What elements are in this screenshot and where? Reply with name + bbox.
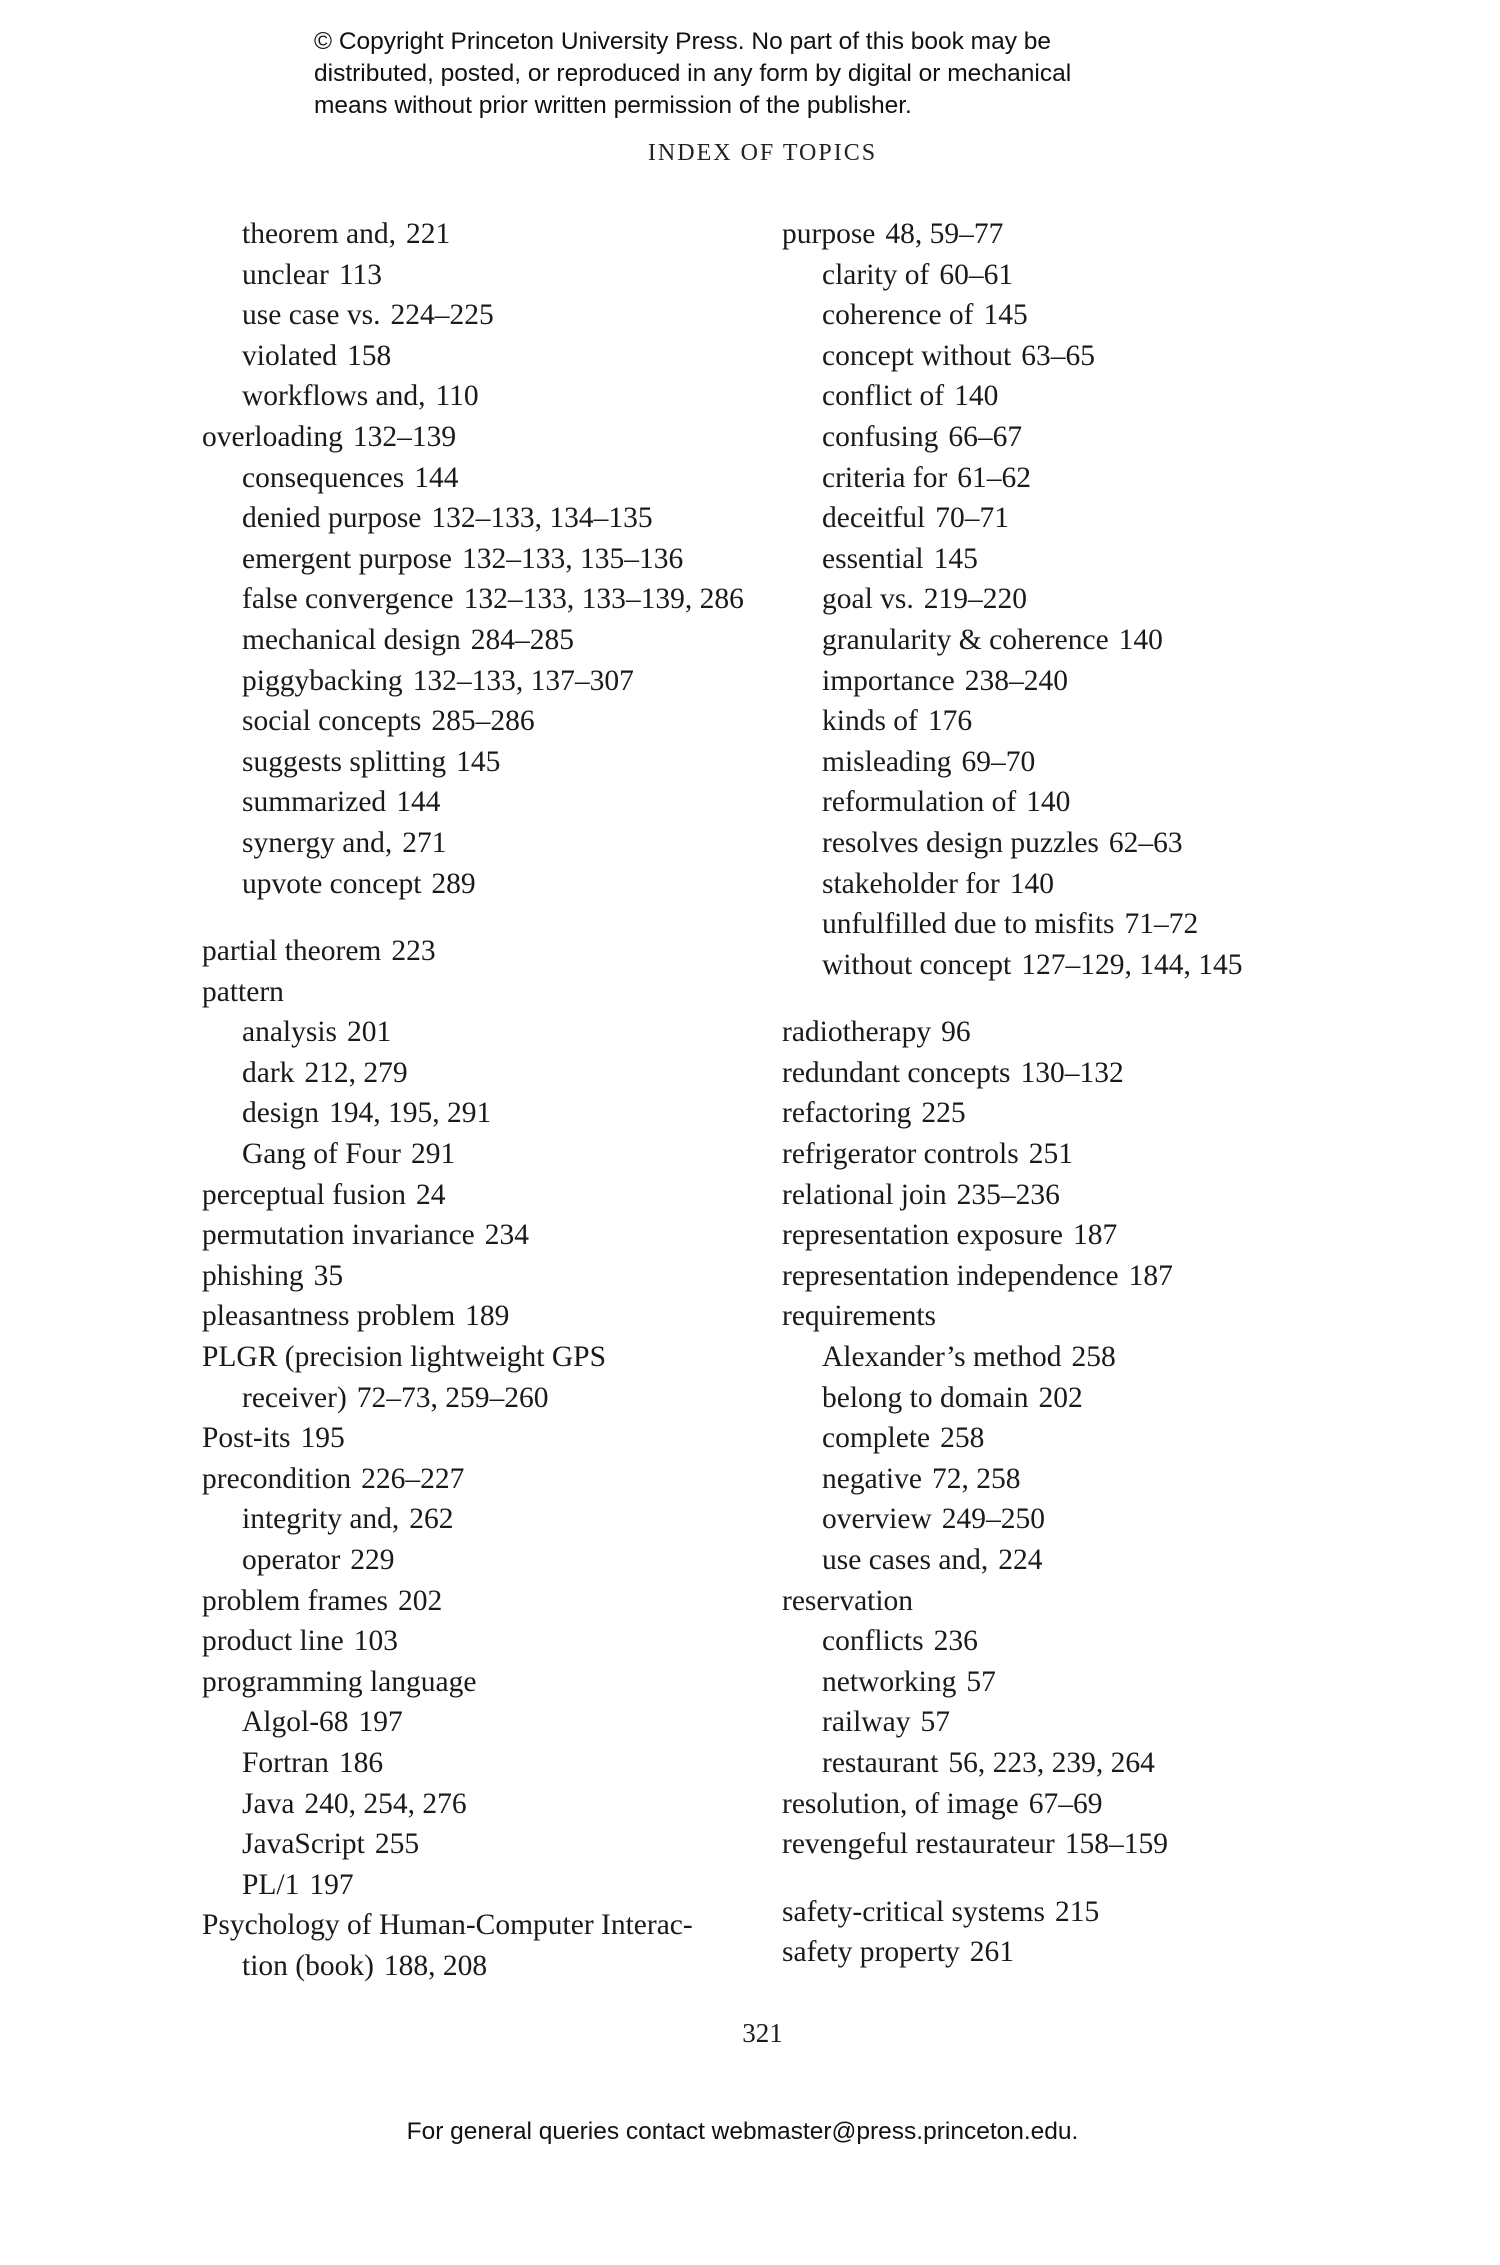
index-entry: [782, 782, 1342, 823]
index-pages: 69–70: [961, 745, 1036, 778]
index-term: deceitful: [822, 502, 926, 535]
index-term: violated: [242, 339, 338, 372]
index-term: railway: [822, 1706, 911, 1739]
index-pages: 140: [954, 380, 999, 413]
index-pages: 67–69: [1028, 1787, 1103, 1820]
index-pages: 219–220: [923, 583, 1028, 616]
index-entry: [202, 1337, 762, 1378]
index-pages: 223: [391, 935, 436, 968]
index-entry: [782, 1215, 1342, 1256]
index-term: design: [242, 1097, 320, 1130]
index-pages: 186: [338, 1746, 384, 1779]
index-pages: 225: [921, 1097, 966, 1130]
footer-contact: For general queries contact webmaster@press.princeton.edu.: [406, 2118, 1079, 2145]
index-entry: [782, 214, 1342, 255]
index-pages: 72, 258: [931, 1462, 1021, 1495]
index-term: theorem and,: [242, 218, 396, 250]
index-term: integrity and,: [242, 1503, 400, 1536]
index-term: purpose: [782, 218, 876, 250]
index-term: denied purpose: [242, 502, 422, 535]
index-term: safety property: [782, 1936, 960, 1969]
index-entry: [782, 579, 1342, 620]
index-term: Algol-68: [242, 1706, 349, 1739]
index-pages: 188, 208: [383, 1949, 488, 1982]
index-term: refrigerator controls: [782, 1138, 1019, 1171]
index-entry: [202, 1378, 762, 1419]
index-pages: 285–286: [431, 705, 535, 738]
index-pages: 194, 195, 291: [329, 1097, 492, 1130]
index-entry: [202, 1905, 762, 1946]
index-entry: [202, 1093, 762, 1134]
index-term: relational join: [782, 1178, 947, 1211]
index-term: unfulfilled due to misfits: [822, 908, 1115, 941]
index-term: safety-critical systems: [782, 1895, 1045, 1928]
copyright-line: © Copyright Princeton University Press. No part of this book may be: [314, 28, 1052, 55]
index-pages: 251: [1028, 1138, 1073, 1171]
index-term: requirements: [782, 1300, 936, 1333]
index-entry: [782, 1743, 1342, 1784]
index-term: unclear: [242, 258, 329, 291]
index-term: refactoring: [782, 1097, 912, 1130]
index-term: conflicts: [822, 1625, 924, 1658]
index-term: analysis: [242, 1016, 338, 1049]
index-entry: [202, 1418, 762, 1459]
index-entry: [202, 823, 762, 864]
copyright-line: distributed, posted, or reproduced in any form by digital or mechanical: [314, 60, 1072, 87]
index-pages: 235–236: [956, 1178, 1060, 1211]
index-entry: [782, 945, 1342, 986]
index-pages: 48, 59–77: [885, 218, 1004, 250]
index-pages: 127–129, 144, 145: [1021, 948, 1243, 981]
index-term: piggybacking: [242, 664, 403, 697]
index-entry: [202, 458, 762, 499]
index-pages: 215: [1054, 1895, 1100, 1928]
index-pages: 145: [456, 745, 501, 778]
index-entry: [202, 1743, 762, 1784]
index-entry: [202, 1459, 762, 1500]
index-entry: [782, 1824, 1342, 1865]
index-entry: [782, 1540, 1342, 1581]
running-head: INDEX OF TOPICS: [647, 140, 878, 166]
index-entry: [202, 498, 762, 539]
index-entry: [782, 1093, 1342, 1134]
index-entry: [202, 1784, 762, 1825]
index-pages: 66–67: [948, 420, 1023, 453]
index-pages: 56, 223, 239, 264: [948, 1746, 1155, 1779]
index-term: PL/1: [242, 1868, 300, 1901]
index-term: product line: [202, 1625, 344, 1658]
index-term: without concept: [822, 948, 1012, 981]
index-entry: [782, 255, 1342, 296]
index-entry: [782, 417, 1342, 458]
index-entry: [202, 1134, 762, 1175]
index-term: restaurant: [822, 1746, 939, 1779]
index-entry: [202, 539, 762, 580]
index-entry: [782, 1378, 1342, 1419]
index-entry: [202, 376, 762, 417]
copyright-line: means without prior written permission of the publisher.: [314, 92, 912, 119]
index-entry: [782, 539, 1342, 580]
index-entry: [202, 579, 762, 620]
index-entry: [202, 1499, 762, 1540]
index-entry: [202, 782, 762, 823]
index-entry: [202, 336, 762, 377]
index-entry: [782, 1499, 1342, 1540]
index-pages: 236: [933, 1625, 978, 1658]
index-pages: 258: [1071, 1341, 1116, 1374]
index-term: redundant concepts: [782, 1056, 1011, 1089]
index-term: overloading: [202, 420, 343, 453]
index-term: use cases and,: [822, 1544, 989, 1576]
index-term: belong to domain: [822, 1381, 1029, 1414]
index-pages: 197: [358, 1706, 403, 1739]
index-pages: 61–62: [957, 461, 1032, 494]
index-term: resolves design puzzles: [822, 826, 1099, 859]
index-entry: [782, 823, 1342, 864]
index-entry: [782, 1621, 1342, 1662]
index-pages: 261: [969, 1936, 1014, 1969]
index-term: dark: [242, 1056, 295, 1089]
index-term: false convergence: [242, 583, 454, 616]
index-term: Gang of Four: [242, 1138, 401, 1171]
index-pages: 96: [941, 1016, 971, 1049]
index-pages: 240, 254, 276: [304, 1787, 467, 1820]
index-entry: [202, 255, 762, 296]
index-pages: 144: [396, 786, 441, 819]
index-entry: [782, 458, 1342, 499]
index-pages: 229: [350, 1544, 395, 1576]
index-pages: 221: [406, 218, 451, 250]
page-number: 321: [742, 2018, 783, 2048]
index-term: synergy and,: [242, 826, 393, 859]
index-term: upvote concept: [242, 867, 422, 900]
index-entry: [202, 1702, 762, 1743]
index-entry: [782, 1337, 1342, 1378]
index-pages: 176: [927, 705, 973, 738]
index-entry: [202, 1175, 762, 1216]
index-term: radiotherapy: [782, 1016, 932, 1049]
index-term: reservation: [782, 1584, 914, 1617]
index-entry: [202, 1540, 762, 1581]
index-entry: [782, 1134, 1342, 1175]
index-term: misleading: [822, 745, 952, 778]
index-term: goal vs.: [822, 583, 914, 616]
index-pages: 70–71: [935, 502, 1009, 535]
index-entry: [782, 295, 1342, 336]
index-entry: [202, 742, 762, 783]
index-pages: 63–65: [1021, 339, 1095, 372]
index-term: workflows and,: [242, 380, 426, 413]
index-term: phishing: [202, 1259, 304, 1292]
index-pages: 262: [409, 1503, 454, 1536]
index-entry: [782, 864, 1342, 905]
index-entry: [202, 1215, 762, 1256]
index-pages: 255: [374, 1828, 420, 1861]
index-pages: 132–133, 137–307: [412, 664, 634, 697]
index-pages: 226–227: [361, 1462, 465, 1495]
index-entry: [782, 1702, 1342, 1743]
index-term: social concepts: [242, 705, 422, 738]
index-term: Java: [242, 1787, 295, 1820]
index-entry: [202, 1621, 762, 1662]
index-term: overview: [822, 1503, 932, 1536]
index-term: representation exposure: [782, 1219, 1063, 1252]
index-pages: 197: [309, 1868, 354, 1901]
index-pages: 132–139: [352, 420, 457, 453]
index-term: partial theorem: [202, 935, 382, 968]
index-term: reformulation of: [822, 786, 1017, 819]
index-entry: [202, 417, 762, 458]
index-term: perceptual fusion: [202, 1178, 406, 1211]
index-pages: 187: [1128, 1259, 1173, 1292]
index-term: revengeful restaurateur: [782, 1828, 1055, 1861]
index-pages: 202: [397, 1584, 443, 1617]
index-entry: [782, 498, 1342, 539]
index-pages: 258: [940, 1422, 985, 1455]
index-pages: 284–285: [470, 623, 574, 656]
index-term: Fortran: [242, 1746, 329, 1779]
index-pages: 145: [983, 299, 1028, 332]
index-entry: [782, 620, 1342, 661]
index-term: coherence of: [822, 299, 974, 332]
index-pages: 113: [338, 258, 382, 291]
index-term: granularity & coherence: [822, 623, 1109, 656]
index-entry: [202, 1296, 762, 1337]
index-pages: 140: [1009, 867, 1054, 900]
index-pages: 289: [431, 867, 476, 900]
index-entry: [782, 904, 1342, 945]
index-pages: 140: [1118, 623, 1163, 656]
index-entry: [782, 1175, 1342, 1216]
index-pages: 249–250: [941, 1503, 1046, 1536]
index-term: complete: [822, 1422, 931, 1455]
index-pages: 238–240: [964, 664, 1068, 697]
index-term: importance: [822, 664, 955, 697]
index-pages: 201: [347, 1016, 392, 1049]
index-pages: 224: [998, 1544, 1043, 1576]
index-term: programming language: [202, 1665, 477, 1698]
index-pages: 291: [410, 1138, 456, 1171]
index-entry: [202, 972, 762, 1013]
index-pages: 132–133, 133–139, 286: [463, 583, 744, 616]
index-pages: 132–133, 134–135: [431, 502, 653, 535]
index-entry: [202, 661, 762, 702]
index-entry: [202, 1256, 762, 1297]
index-entry: [782, 1784, 1342, 1825]
index-entry: [202, 1662, 762, 1703]
index-term: clarity of: [822, 258, 930, 291]
index-term: pleasantness problem: [202, 1300, 456, 1333]
index-pages: 158–159: [1064, 1828, 1168, 1861]
index-entry: [782, 1892, 1342, 1933]
index-pages: 145: [933, 542, 978, 575]
index-entry: [782, 1418, 1342, 1459]
index-entry: [782, 1012, 1342, 1053]
index-term: stakeholder for: [822, 867, 1000, 900]
index-term: precondition: [202, 1462, 352, 1495]
index-term: summarized: [242, 786, 387, 819]
index-pages: 62–63: [1108, 826, 1183, 859]
index-pages: 158: [347, 339, 392, 372]
index-entry: [202, 620, 762, 661]
index-term: emergent purpose: [242, 542, 452, 575]
index-term: networking: [822, 1665, 957, 1698]
index-term: conflict of: [822, 380, 945, 413]
index-term: permutation invariance: [202, 1219, 475, 1252]
index-term: tion (book): [242, 1949, 374, 1982]
index-pages: 72–73, 259–260: [356, 1381, 549, 1414]
index-pages: 234: [484, 1219, 530, 1252]
index-term: consequences: [242, 461, 405, 494]
index-entry: [782, 661, 1342, 702]
index-term: kinds of: [822, 705, 918, 738]
index-pages: 60–61: [939, 258, 1014, 291]
index-pages: 202: [1038, 1381, 1083, 1414]
index-pages: 57: [966, 1665, 996, 1698]
index-entry: [782, 376, 1342, 417]
index-pages: 187: [1072, 1219, 1118, 1252]
index-term: concept without: [822, 339, 1012, 372]
index-term: receiver): [242, 1381, 347, 1414]
index-entry: [202, 931, 762, 972]
index-term: essential: [822, 542, 924, 575]
index-term: Alexander’s method: [822, 1341, 1062, 1374]
index-column-left: [202, 214, 762, 1987]
index-entry: [202, 214, 762, 255]
index-term: pattern: [202, 975, 284, 1008]
index-entry: [202, 864, 762, 905]
index-pages: 130–132: [1020, 1056, 1124, 1089]
index-entry: [202, 1865, 762, 1906]
index-term: PLGR (precision lightweight GPS: [202, 1341, 606, 1374]
index-term: resolution, of image: [782, 1787, 1019, 1820]
index-term: Post-its: [202, 1422, 291, 1455]
index-pages: 71–72: [1124, 908, 1199, 941]
copyright-notice: [314, 26, 1214, 122]
index-entry: [782, 336, 1342, 377]
index-pages: 57: [920, 1706, 950, 1739]
index-term: use case vs.: [242, 299, 381, 332]
index-pages: 212, 279: [304, 1056, 408, 1089]
index-pages: 195: [300, 1422, 345, 1455]
index-entry: [782, 742, 1342, 783]
index-term: Psychology of Human-Computer Interac-: [202, 1909, 693, 1942]
index-pages: 144: [414, 461, 459, 494]
index-pages: 189: [465, 1300, 510, 1333]
index-entry: [782, 1296, 1342, 1337]
index-term: representation independence: [782, 1259, 1119, 1292]
index-entry: [202, 1053, 762, 1094]
index-entry: [782, 1459, 1342, 1500]
index-entry: [202, 1946, 762, 1987]
index-entry: [202, 1012, 762, 1053]
index-entry: [782, 1662, 1342, 1703]
index-entry: [202, 295, 762, 336]
index-entry: [202, 1581, 762, 1622]
index-column-right: [782, 214, 1342, 1973]
index-pages: 110: [435, 380, 479, 413]
index-pages: 140: [1026, 786, 1071, 819]
index-entry: [782, 1932, 1342, 1973]
index-entry: [782, 1581, 1342, 1622]
index-entry: [782, 1053, 1342, 1094]
index-pages: 271: [402, 826, 447, 859]
index-entry: [202, 701, 762, 742]
index-pages: 35: [313, 1259, 344, 1292]
index-entry: [782, 701, 1342, 742]
index-term: suggests splitting: [242, 745, 447, 778]
index-term: JavaScript: [242, 1828, 365, 1861]
index-term: problem frames: [202, 1584, 388, 1617]
index-pages: 132–133, 135–136: [462, 542, 684, 575]
index-term: confusing: [822, 420, 939, 453]
index-entry: [782, 1256, 1342, 1297]
index-term: mechanical design: [242, 623, 461, 656]
index-entry: [202, 1824, 762, 1865]
index-pages: 24: [415, 1178, 446, 1211]
index-term: negative: [822, 1462, 922, 1495]
index-term: operator: [242, 1544, 341, 1576]
index-term: criteria for: [822, 461, 948, 494]
index-pages: 224–225: [390, 299, 494, 332]
index-pages: 103: [353, 1625, 398, 1658]
